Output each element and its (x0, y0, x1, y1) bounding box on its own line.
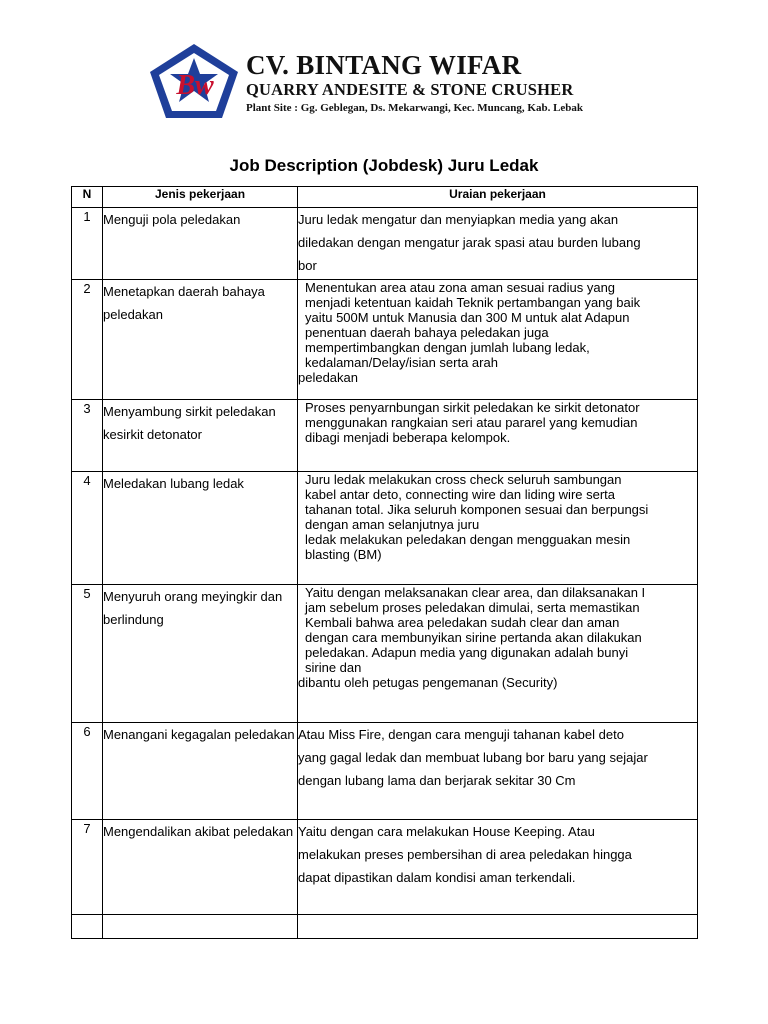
desc-line: yaitu 500M untuk Manusia dan 300 M untuk alat Adapun (305, 310, 630, 325)
table-row (72, 280, 698, 400)
desc-line: dengan lubang lama dan berjarak sekitar 30 Cm (298, 773, 576, 788)
row-description (298, 723, 698, 820)
row-description (298, 280, 698, 400)
desc-line: Atau Miss Fire, dengan cara menguji tahanan kabel deto (298, 727, 624, 742)
document-title: Job Description (Jobdesk) Juru Ledak (229, 156, 539, 175)
table-row (72, 400, 698, 472)
row-number: 3 (72, 400, 103, 472)
desc-line: Kembali bahwa area peledakan sudah clear dan aman (305, 615, 620, 630)
row-task: Menguji pola peledakan (103, 208, 298, 280)
job-description-table (71, 186, 698, 939)
row-task: Menangani kegagalan peledakan (103, 723, 298, 820)
desc-line: jam sebelum proses peledakan dimulai, serta memastikan (305, 600, 640, 615)
desc-line: menggunakan rangkaian seri atau pararel yang kemudian (305, 415, 638, 430)
desc-line: bor (298, 258, 317, 273)
row-description (298, 820, 698, 915)
company-logo (148, 42, 240, 120)
desc-line: mempertimbangkan dengan jumlah lubang ledak, (305, 340, 590, 355)
row-description (298, 585, 698, 723)
header-task: Jenis pekerjaan (103, 187, 298, 208)
desc-line: dengan cara membunyikan sirine pertanda akan dilakukan (305, 630, 642, 645)
row-description (298, 915, 698, 939)
row-number: 5 (72, 585, 103, 723)
desc-line: diledakan dengan mengatur jarak spasi atau burden lubang (298, 235, 641, 250)
row-number: 2 (72, 280, 103, 400)
row-number: 4 (72, 472, 103, 585)
desc-line: blasting (BM) (305, 547, 382, 562)
table-row (72, 208, 698, 280)
desc-line: melakukan preses pembersihan di area peledakan hingga (298, 847, 632, 862)
row-number: 7 (72, 820, 103, 915)
table-row (72, 723, 698, 820)
desc-line: dengan aman selanjutnya juru (305, 517, 480, 532)
row-description (298, 208, 698, 280)
desc-line: penentuan daerah bahaya peledakan juga (305, 325, 549, 340)
table-row (72, 585, 698, 723)
row-description (298, 472, 698, 585)
company-subtitle: QUARRY ANDESITE & STONE CRUSHER (246, 80, 574, 99)
row-description (298, 400, 698, 472)
desc-line: Yaitu dengan cara melakukan House Keeping. Atau (298, 824, 595, 839)
desc-line: dibantu oleh petugas pengemanan (Security) (298, 675, 558, 690)
desc-line: peledakan. Adapun media yang digunakan adalah bunyi (305, 645, 629, 660)
row-task (103, 915, 298, 939)
row-number: 1 (72, 208, 103, 280)
table-row-empty (72, 915, 698, 939)
desc-line: tahanan total. Jika seluruh komponen sesuai dan berpungsi (305, 502, 649, 517)
desc-line: kedalaman/Delay/isian serta arah (305, 355, 498, 370)
row-number: 6 (72, 723, 103, 820)
desc-line: Juru ledak melakukan cross check seluruh sambungan (305, 472, 622, 487)
plant-site: Plant Site : Gg. Geblegan, Ds. Mekarwangi, Kec. Muncang, Kab. Lebak (246, 102, 584, 114)
company-name: CV. BINTANG WIFAR (246, 50, 522, 80)
desc-line: sirine dan (305, 660, 362, 675)
table-row (72, 820, 698, 915)
desc-line: dibagi menjadi beberapa kelompok. (305, 430, 511, 445)
desc-line: Yaitu dengan melaksanakan clear area, dan dilaksanakan I (305, 585, 646, 600)
desc-line: Menentukan area atau zona aman sesuai radius yang (305, 280, 616, 295)
desc-line: kabel antar deto, connecting wire dan liding wire serta (305, 487, 616, 502)
logo-letters: Bw (176, 70, 214, 101)
table-row (72, 472, 698, 585)
row-task: Menetapkan daerah bahaya peledakan (103, 280, 298, 400)
row-task: Mengendalikan akibat peledakan (103, 820, 298, 915)
desc-line: peledakan (298, 370, 358, 385)
desc-line: menjadi ketentuan kaidah Teknik pertambangan yang baik (305, 295, 641, 310)
letterhead (148, 42, 618, 120)
row-task: Menyambung sirkit peledakan kesirkit detonator (103, 400, 298, 472)
table-header-row (72, 187, 698, 208)
desc-line: ledak melakukan peledakan dengan mengguakan mesin (305, 532, 631, 547)
desc-line: Proses penyarnbungan sirkit peledakan ke sirkit detonator (305, 400, 640, 415)
desc-line: yang gagal ledak dan membuat lubang bor baru yang sejajar (298, 750, 648, 765)
row-number (72, 915, 103, 939)
desc-line: dapat dipastikan dalam kondisi aman terkendali. (298, 870, 576, 885)
desc-line: Juru ledak mengatur dan menyiapkan media yang akan (298, 212, 619, 227)
row-task: Meledakan lubang ledak (103, 472, 298, 585)
header-no: N (72, 187, 103, 208)
row-task: Menyuruh orang meyingkir dan berlindung (103, 585, 298, 723)
header-desc: Uraian pekerjaan (298, 187, 698, 208)
